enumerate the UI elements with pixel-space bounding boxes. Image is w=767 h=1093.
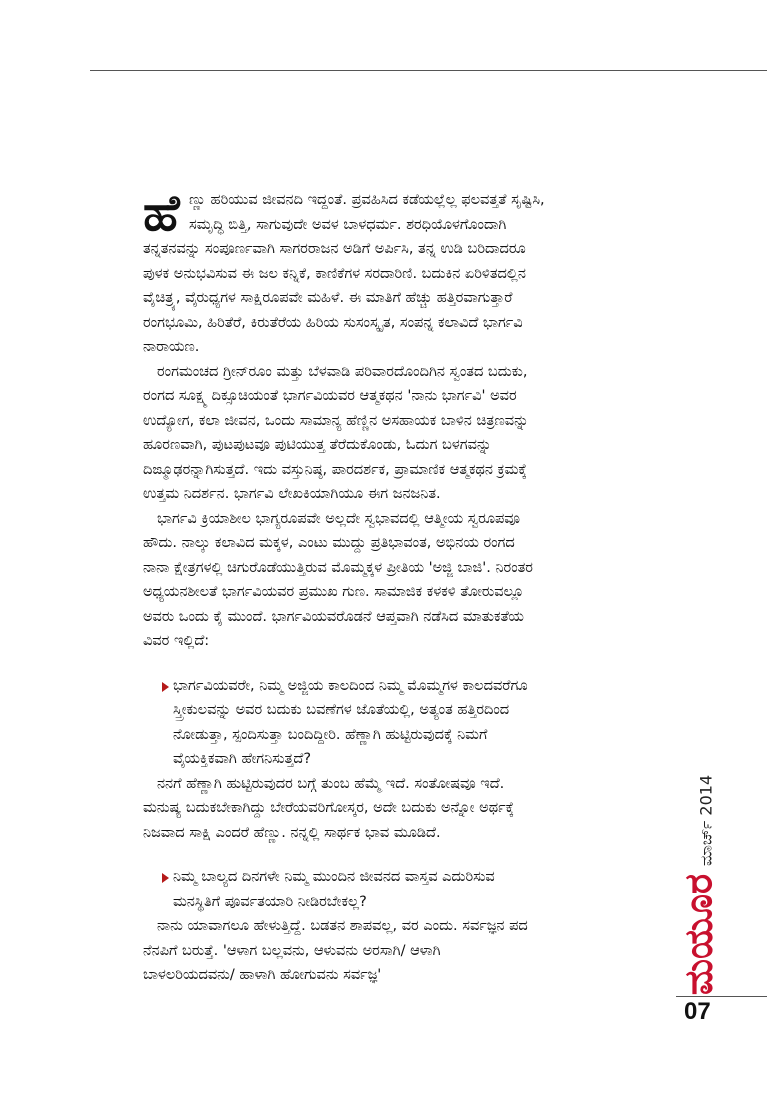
text-line: ವೈಚಿತ್ರ್ಯ, ವೈರುಧ್ಯಗಳ ಸಾಕ್ಷಿರೂಪವೇ ಮಹಿಳೆ. ಈ ಮಾತಿಗೆ ಹೆಚ್ಚು ಹತ್ತಿರವಾಗುತ್ತಾರೆ <box>143 290 513 306</box>
footer-divider <box>676 996 767 997</box>
spacer <box>143 845 658 865</box>
page-number: 07 <box>684 998 711 1025</box>
text-line: ಅಧ್ಯಯನಶೀಲತೆ ಭಾರ್ಗವಿಯವರ ಪ್ರಮುಖ ಗುಣ. ಸಾಮಾಜಿಕ ಕಳಕಳಿ ತೋರುವಲ್ಲೂ <box>143 584 524 600</box>
question-text: ಭಾರ್ಗವಿಯವರೇ, ನಿಮ್ಮ ಅಜ್ಜಿಯ ಕಾಲದಿಂದ ನಿಮ್ಮ ಮೊಮ್ಮಗಳ ಕಾಲದವರೆಗೂ <box>173 677 528 694</box>
paragraph-family <box>143 507 658 654</box>
text-line: ನಾನಾ ಕ್ಷೇತ್ರಗಳಲ್ಲಿ ಚಿಗುರೊಡೆಯುತ್ತಿರುವ ಮೊಮ್ಮಕ್ಕಳ ಪ್ರೀತಿಯ 'ಅಜ್ಜಿ ಬಾಜಿ'. ನಿರಂತರ <box>143 559 533 576</box>
question-line: ಸ್ತ್ರೀಕುಲವನ್ನು ಅವರ ಬದುಕು ಬವಣೆಗಳ ಜೊತೆಯಲ್ಲಿ, ಅತ್ಯಂತ ಹತ್ತಿರದಿಂದ <box>173 702 510 718</box>
text-line: ದಿಙ್ಮೂಢರನ್ನಾಗಿಸುತ್ತದೆ. ಇದು ವಸ್ತುನಿಷ್ಠ, ಪಾರದರ್ಶಕ, ಪ್ರಾಮಾಣಿಕ ಆತ್ಮಕಥನ ಕ್ರಮಕ್ಕೆ <box>143 461 527 478</box>
text-line: ಪುಳಕ ಅನುಭವಿಸುವ ಈ ಜಲ ಕನ್ನಿಕೆ, ಕಾಣಿಕೆಗಳ ಸರದಾರಿಣಿ. ಬದುಕಿನ ಏರಿಳಿತದಲ್ಲಿನ <box>143 265 526 282</box>
text-line: ಅವರು ಒಂದು ಕೈ ಮುಂದೆ. ಭಾರ್ಗವಿಯವರೊಡನೆ ಆಪ್ತವಾಗಿ ನಡೆಸಿದ ಮಾತುಕತೆಯ <box>143 608 524 625</box>
question-line: ವೈಯಕ್ತಿಕವಾಗಿ ಹೇಗನಿಸುತ್ತದೆ? <box>173 751 312 767</box>
magazine-logo: ಮಯೂರ <box>676 873 721 996</box>
triangle-bullet-icon <box>162 873 169 883</box>
text-line: ಹೌದು. ನಾಲ್ಕು ಕಲಾವಿದ ಮಕ್ಕಳ, ಎಂಟು ಮುದ್ದು ಪ್ರತಿಭಾವಂತ, ಅಭಿನಯ ರಂಗದ <box>143 535 515 551</box>
triangle-bullet-icon <box>162 682 169 692</box>
text-line: ಸಮೃದ್ಧಿ ಬಿತ್ತಿ, ಸಾಗುವುದೇ ಅವಳ ಬಾಳಧರ್ಮ. ಶರಧಿಯೊಳಗೊಂದಾಗಿ <box>189 216 507 233</box>
question-line: ಮನಸ್ಥಿತಿಗೆ ಪೂರ್ವತಯಾರಿ ನೀಡಿರಬೇಕಲ್ಲ? <box>173 893 367 910</box>
text-line: ರಂಗದ ಸೂಕ್ಷ್ಮ ದಿಕ್ಸೂಚಿಯಂತೆ ಭಾರ್ಗವಿಯವರ ಆತ್ಮಕಥನ 'ನಾನು ಭಾರ್ಗವಿ' ಅವರ <box>143 388 517 404</box>
answer-line: ನನಗೆ ಹೆಣ್ಣಾಗಿ ಹುಟ್ಟಿರುವುದರ ಬಗ್ಗೆ ತುಂಬ ಹೆಮ್ಮೆ ಇದೆ. ಸಂತೋಷವೂ ಇದೆ. <box>157 775 505 792</box>
question-line <box>143 865 658 890</box>
top-divider <box>90 70 767 71</box>
answer-line: ಬಾಳಲರಿಯದವನು/ ಹಾಳಾಗಿ ಹೋಗುವನು ಸರ್ವಜ್ಞ' <box>143 967 382 983</box>
text-line: ಹೂರಣವಾಗಿ, ಪುಟಪುಟವೂ ಪುಟಿಯುತ್ತ ತೆರೆದುಕೊಂಡು, ಓದುಗ ಬಳಗವನ್ನು <box>143 437 492 453</box>
text-line: ತನ್ನತನವನ್ನು ಸಂಪೂರ್ಣವಾಗಿ ಸಾಗರರಾಜನ ಅಡಿಗೆ ಅರ್ಪಿಸಿ, ತನ್ನ ಉಡಿ ಬರಿದಾದರೂ <box>143 241 526 257</box>
intro-paragraph <box>143 184 658 360</box>
drop-cap: ಹೆ <box>143 184 180 242</box>
sidebar-rotated <box>677 775 722 995</box>
text-line: ಉತ್ತಮ ನಿದರ್ಶನ. ಭಾರ್ಗವಿ ಲೇಖಕಿಯಾಗಿಯೂ ಈಗ ಜನಜನಿತ. <box>143 486 441 502</box>
question-line: ನೋಡುತ್ತಾ, ಸ್ಪಂದಿಸುತ್ತಾ ಬಂದಿದ್ದೀರಿ. ಹೆಣ್ಣಾಗಿ ಹುಟ್ಟಿರುವುದಕ್ಕೆ ನಿಮಗೆ <box>173 726 488 743</box>
magazine-sidebar <box>674 774 724 996</box>
answer-line: ನಾನು ಯಾವಾಗಲೂ ಹೇಳುತ್ತಿದ್ದೆ. ಬಡತನ ಶಾಪವಲ್ಲ, ವರ ಎಂದು. ಸರ್ವಜ್ಞನ ಪದ <box>157 918 528 934</box>
text-line: ಉದ್ಯೋಗ, ಕಲಾ ಜೀವನ, ಒಂದು ಸಾಮಾನ್ಯ ಹೆಣ್ಣಿನ ಅಸಹಾಯಕ ಬಾಳಿನ ಚಿತ್ರಣವನ್ನು <box>143 412 529 429</box>
answer-2 <box>143 914 658 988</box>
answer-line: ನೆನಪಿಗೆ ಬರುತ್ತೆ. 'ಆಳಾಗ ಬಲ್ಲವನು, ಆಳುವನು ಅರಸಾಗಿ/ ಆಳಾಗಿ <box>143 942 441 959</box>
issue-date: ಮಾರ್ಚ್ 2014 <box>696 774 716 866</box>
text-line: ರಂಗಭೂಮಿ, ಹಿರಿತೆರೆ, ಕಿರುತೆರೆಯ ಹಿರಿಯ ಸುಸಂಸ್ಕೃತ, ಸಂಪನ್ನ ಕಲಾವಿದೆ ಭಾರ್ಗವಿ <box>143 314 523 331</box>
text-line: ರಂಗಮಂಚದ ಗ್ರೀನ್‌ರೂಂ ಮತ್ತು ಬೆಳವಾಡಿ ಪರಿವಾರದೊಂದಿಗಿನ ಸ್ವಂತದ ಬದುಕು, <box>157 363 528 380</box>
question-line <box>143 674 658 699</box>
question-2 <box>143 865 658 914</box>
text-line: ಣ್ಣು ಹರಿಯುವ ಜೀವನದಿ ಇದ್ದಂತೆ. ಪ್ರವಹಿಸಿದ ಕಡೆಯಲ್ಲೆಲ್ಲ ಫಲವತ್ತತೆ ಸೃಷ್ಟಿಸಿ, <box>189 192 545 208</box>
article-body <box>143 184 658 988</box>
question-text: ನಿಮ್ಮ ಬಾಲ್ಯದ ದಿನಗಳೇ ನಿಮ್ಮ ಮುಂದಿನ ಜೀವನದ ವಾಸ್ತವ ಎದುರಿಸುವ <box>173 869 495 885</box>
text-line: ಭಾರ್ಗವಿ ಕ್ರಿಯಾಶೀಲ ಭಾಗ್ಯರೂಪವೇ ಅಲ್ಲದೇ ಸ್ವಭಾವದಲ್ಲಿ ಆತ್ಮೀಯ ಸ್ವರೂಪವೂ <box>157 510 520 527</box>
text-line: ವಿವರ ಇಲ್ಲಿದೆ: <box>143 633 210 649</box>
text-line: ನಾರಾಯಣ. <box>143 339 200 355</box>
paragraph-autobiography <box>143 360 658 507</box>
question-1 <box>143 674 658 772</box>
answer-line: ಮನುಷ್ಯ ಬದುಕಬೇಕಾಗಿದ್ದು ಬೇರೆಯವರಿಗೋಸ್ಕರ, ಅದೇ ಬದುಕು ಅನ್ನೋ ಅರ್ಥಕ್ಕೆ <box>143 800 515 816</box>
spacer <box>143 654 658 674</box>
answer-line: ನಿಜವಾದ ಸಾಕ್ಷಿ ಎಂದರೆ ಹೆಣ್ಣು. ನನ್ನಲ್ಲಿ ಸಾರ್ಥಕ ಭಾವ ಮೂಡಿದೆ. <box>143 824 441 841</box>
answer-1 <box>143 772 658 846</box>
